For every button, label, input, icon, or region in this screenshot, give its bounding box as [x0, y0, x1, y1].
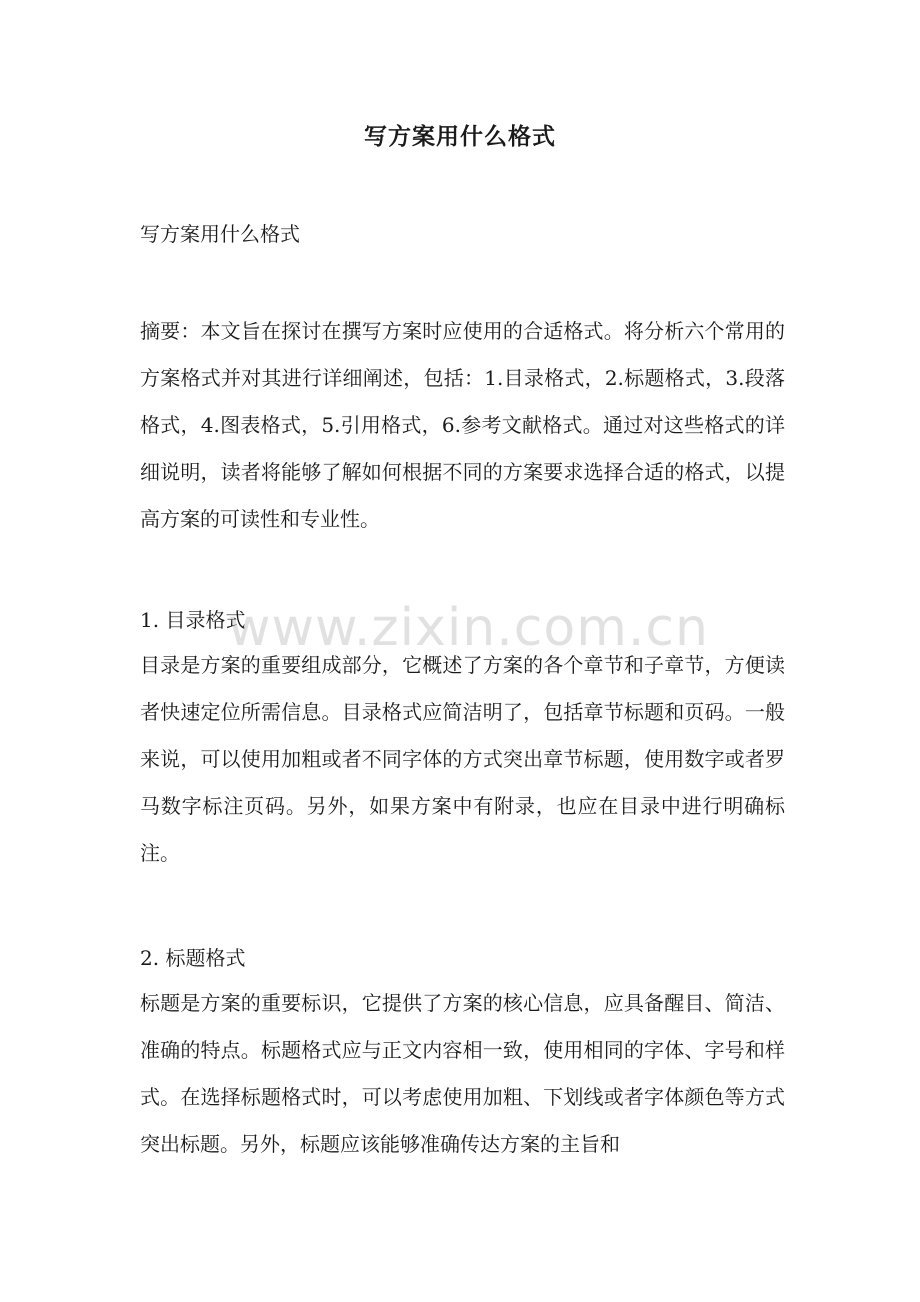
section-body: 目录是方案的重要组成部分，它概述了方案的各个章节和子章节，方便读者快速定位所需信息。目录格式应简洁明了，包括章节标题和页码。一般来说，可以使用加粗或者不同字体的方式突出章节标题，使用数字或者罗马数字标注页码。另外，如果方案中有附录，也应在目录中进行明确标注。 [140, 653, 785, 865]
section-table-of-contents [140, 598, 785, 877]
section-heading: 1. 目录格式 [140, 608, 246, 632]
section-body: 标题是方案的重要标识，它提供了方案的核心信息，应具备醒目、简洁、准确的特点。标题格式应与正文内容相一致，使用相同的字体、字号和样式。在选择标题格式时，可以考虑使用加粗、下划线或者字体颜色等方式突出标题。另外，标题应该能够准确传达方案的主旨和 [140, 991, 785, 1156]
document-title: 写方案用什么格式 [364, 123, 556, 150]
site-watermark: www.zixin.com.cn [228, 598, 709, 658]
abstract-paragraph: 摘要：本文旨在探讨在撰写方案时应使用的合适格式。将分析六个常用的方案格式并对其进行详细阐述，包括：1.目录格式，2.标题格式，3.段落格式，4.图表格式，5.引用格式，6.参考文献格式。通过对这些格式的详细说明，读者将能够了解如何根据不同的方案要求选择合适的格式，以提高方案的可读性和专业性。 [140, 319, 785, 531]
section-title-format [140, 936, 785, 1168]
document-subtitle: 写方案用什么格式 [140, 222, 300, 246]
section-heading: 2. 标题格式 [140, 946, 246, 970]
